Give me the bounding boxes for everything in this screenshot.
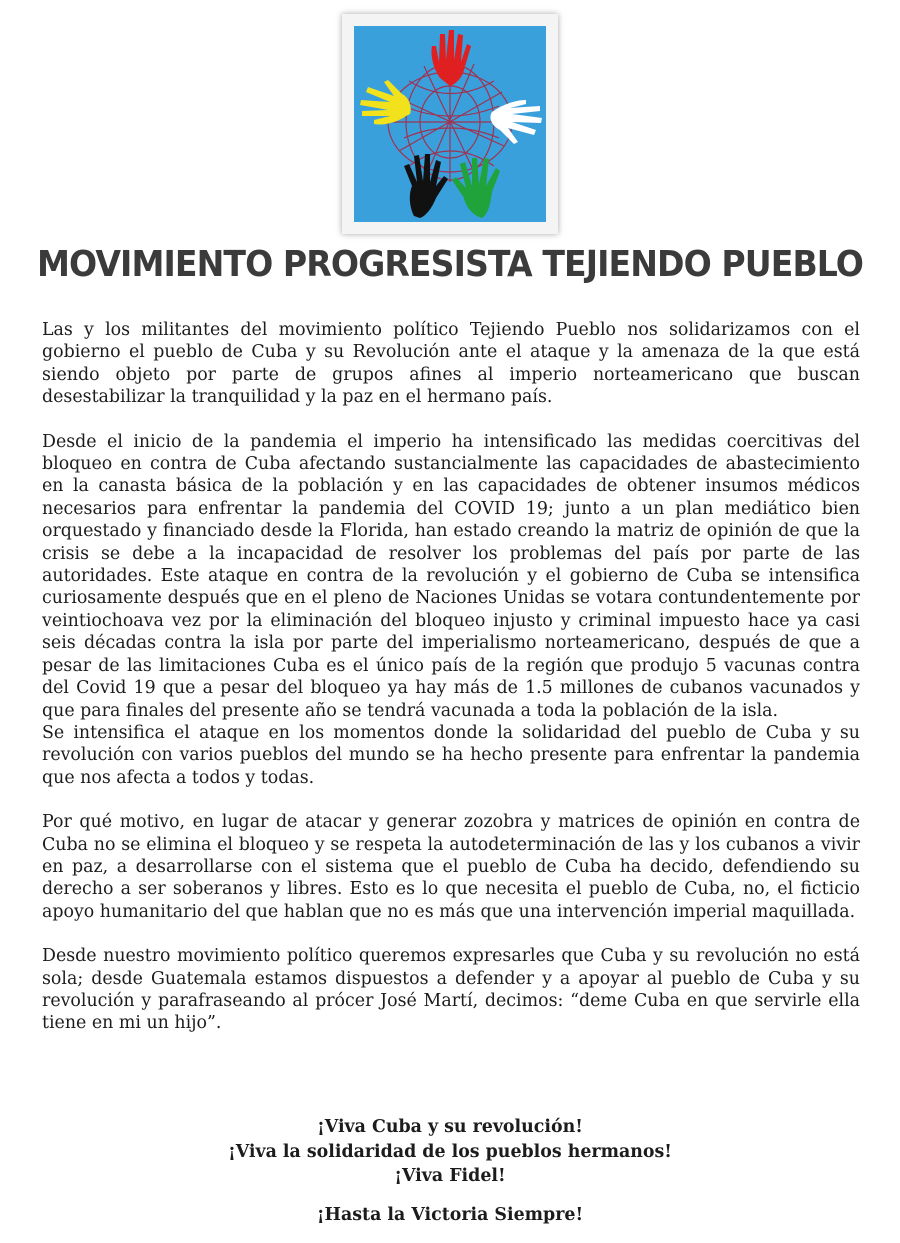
slogan-hasta-la-victoria: ¡Hasta la Victoria Siempre! xyxy=(316,1204,584,1225)
paragraph-attack-intensifies: Se intensifica el ataque en los momentos donde la solidaridad del pueblo de Cuba y su revolución con varios pueblos del mundo se ha hecho presente para enfrentar la pandemia que nos afecta a todos y todas. xyxy=(42,722,860,788)
paragraph-why-motive: Por qué motivo, en lugar de atacar y generar zozobra y matrices de opinión en contra de Cuba no se elimina el bloqueo y se respeta la autodeterminación de las y los cubanos a vivir en paz, a desarrollarse con el sistema que el pueblo de Cuba ha decido, defendiendo su derecho a ser soberanos y libres. Esto es lo que necesita el pueblo de Cuba, no, el ficticio apoyo humanitario del que hablan que no es más que una intervención imperial maquillada. xyxy=(42,812,860,922)
closing-slogans xyxy=(0,1115,900,1227)
organization-title: MOVIMIENTO PROGRESISTA TEJIENDO PUEBLO xyxy=(36,244,864,285)
slogan-solidaridad: ¡Viva la solidaridad de los pueblos hermanos! xyxy=(228,1141,672,1162)
slogan-viva-cuba: ¡Viva Cuba y su revolución! xyxy=(317,1117,583,1137)
paragraph-guatemala-support: Desde nuestro movimiento político queremos expresarles que Cuba y su revolución no está sola; desde Guatemala estamos dispuestos a defender y a apoyar al pueblo de Cuba y su revolución y parafraseando al prócer José Martí, decimos: “deme Cuba en que servirle ella tiene en mi un hijo”. xyxy=(42,946,860,1034)
logo xyxy=(342,14,558,234)
slogan-viva-fidel: ¡Viva Fidel! xyxy=(394,1166,506,1186)
paragraph-solidarity: Las y los militantes del movimiento político Tejiendo Pueblo nos solidarizamos con el gobierno el pueblo de Cuba y su Revolución ante el ataque y la amenaza de la que está siendo objeto por parte de grupos afines al imperio norteamericano que buscan desestabilizar la tranquilidad y la paz en el hermano país. xyxy=(42,320,860,408)
paragraph-pandemic-blockade: Desde el inicio de la pandemia el imperio ha intensificado las medidas coercitivas del bloqueo en contra de Cuba afectando sustancialmente las capacidades de abastecimiento en la canasta básica de la población y en las capacidades de obtener insumos médicos necesarios para enfrentar la pandemia del COVID 19; junto a un plan mediático bien orquestado y financiado desde la Florida, han estado creando la matriz de opinión de que la crisis se debe a la incapacidad de resolver los problemas del país por parte de las autoridades. Este ataque en contra de la revolución y el gobierno de Cuba se intensifica curiosamente después que en el pleno de Naciones Unidas se votara contundentemente por veintiochoava vez por la eliminación del bloqueo injusto y criminal impuesto hace ya casi seis décadas contra la isla por parte del imperialismo norteamericano, después de que a pesar de las limitaciones Cuba es el único país de la región que produjo 5 vacunas contra del Covid 19 que a pesar del bloqueo ya hay más de 1.5 millones de cubanos vacunados y que para finales del presente año se tendrá vacunada a toda la población de la isla. xyxy=(42,431,860,721)
hands-net-logo-icon xyxy=(354,26,546,222)
slogan-spacer xyxy=(0,1189,900,1203)
statement-body xyxy=(42,319,860,1057)
